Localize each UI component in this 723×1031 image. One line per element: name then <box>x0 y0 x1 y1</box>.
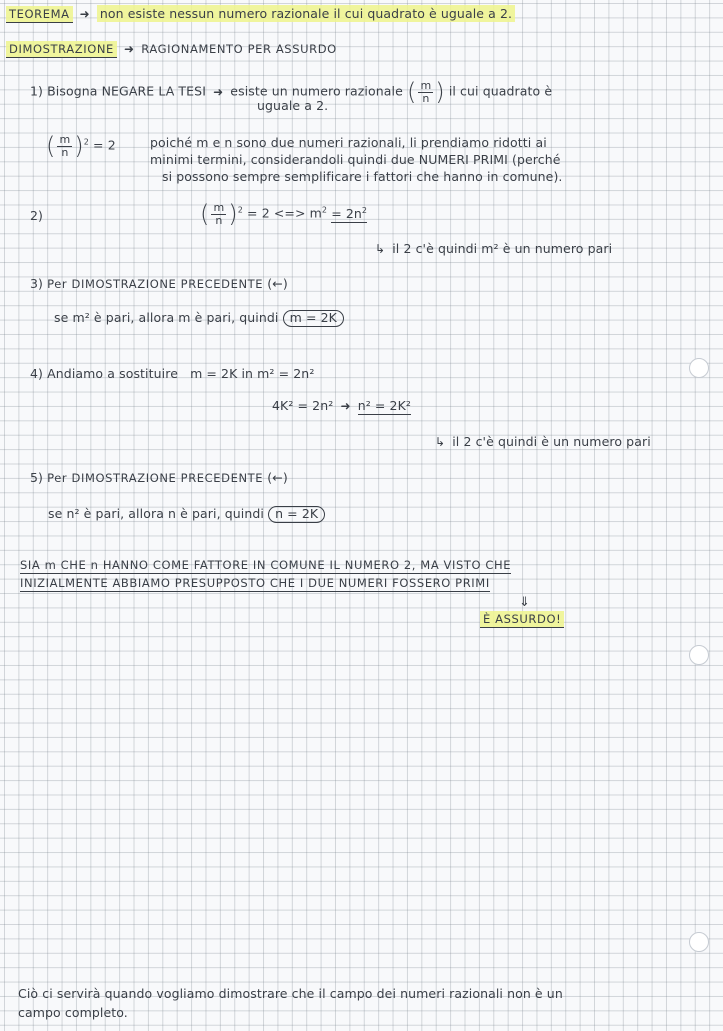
step4-sub3: n² = 2K² <box>357 398 412 413</box>
step5-number: 5) <box>30 470 44 485</box>
step2-rhs-exponent: 2 <box>361 205 368 215</box>
arrow-icon: ➜ <box>124 42 135 56</box>
bent-arrow-icon: ↳ <box>375 242 386 256</box>
step4-note-text: il 2 c'è quindi è un numero pari <box>452 434 651 449</box>
conclusion-line-1 <box>20 560 511 572</box>
right-paren: ) <box>435 78 445 107</box>
step2-number: 2) <box>30 208 44 223</box>
step3-title <box>30 278 288 291</box>
right-paren: ) <box>228 200 238 229</box>
step5-title <box>30 472 288 485</box>
step1-fraction <box>418 80 433 104</box>
step4-line-b <box>272 400 411 413</box>
step3-number: 3) <box>30 276 44 291</box>
frac-numerator: m <box>59 133 71 146</box>
footer-text-1: Ciò ci servirà quando vogliamo dimostrare che il campo dei numeri razionali non è un <box>18 986 563 1001</box>
step1-eq-rhs: = 2 <box>93 137 116 153</box>
step5-title-text: Per DIMOSTRAZIONE PRECEDENTE <box>47 471 264 485</box>
step3-boxed-result: m = 2K <box>283 310 344 327</box>
step1-explain-1 <box>150 137 547 150</box>
conclusion-text-1: SIA m CHE n HANNO COME FATTORE IN COMUNE IL NUMERO 2, MA VISTO CHE <box>20 558 512 572</box>
arrow-icon: ➜ <box>340 399 351 413</box>
step2-equation <box>200 200 368 229</box>
down-arrow-icon: ⇓ <box>519 595 530 610</box>
step5-text: se n² è pari, allora n è pari, quindi <box>48 506 264 521</box>
step1-equation <box>46 132 116 161</box>
footer-line-1 <box>18 988 563 1001</box>
conclusion-result-line <box>480 614 564 626</box>
step3-title-text: Per DIMOSTRAZIONE PRECEDENTE <box>47 277 264 291</box>
step3-body <box>54 310 344 327</box>
step1-text-b: esiste un numero razionale <box>230 83 403 99</box>
proof-label: DIMOSTRAZIONE <box>6 41 117 58</box>
step4-number: 4) <box>30 366 44 381</box>
step5-title-ref: (←) <box>267 470 288 485</box>
frac-numerator: m <box>213 201 225 214</box>
bent-arrow-icon: ↳ <box>435 435 446 449</box>
step1-eq-exponent: 2 <box>83 137 89 147</box>
step4-line-a <box>30 368 314 381</box>
arrow-icon: ➜ <box>213 84 224 99</box>
binder-hole-2 <box>689 645 709 665</box>
step1-explain-text-1: poiché m e n sono due numeri razionali, li prendiamo ridotti ai <box>150 135 547 150</box>
footer-text-2: campo completo. <box>18 1005 128 1020</box>
step1-number: 1) <box>30 83 44 99</box>
step2-rhs <box>331 206 367 223</box>
step5-body <box>48 506 325 523</box>
binder-hole-3 <box>689 932 709 952</box>
step2-note-text: il 2 c'è quindi m² è un numero pari <box>392 241 613 256</box>
step2-relation-exponent: 2 <box>321 205 328 215</box>
step1-line-b <box>257 100 328 113</box>
conclusion-result: È ASSURDO! <box>480 611 564 628</box>
step4-note <box>432 436 651 449</box>
theorem-line <box>6 8 515 21</box>
step1-text-c: il cui quadrato è <box>448 83 553 99</box>
arrow-icon: ➜ <box>79 7 90 21</box>
binder-hole-1 <box>689 358 709 378</box>
step1-explain-text-3: si possono sempre semplificare i fattori che hanno in comune). <box>162 169 563 184</box>
step2-note <box>372 243 612 256</box>
step1-explain-3 <box>162 171 563 184</box>
step4-text: Andiamo a sostituire <box>47 366 178 381</box>
footer-line-2 <box>18 1007 128 1020</box>
frac-denominator: n <box>422 91 430 105</box>
left-paren: ( <box>46 132 56 161</box>
conclusion-text-2: INIZIALMENTE ABBIAMO PRESUPPOSTO CHE I DUE NUMERI FOSSERO PRIMI <box>20 576 490 590</box>
frac-denominator: n <box>215 213 223 227</box>
frac-numerator: m <box>420 79 432 92</box>
left-paren: ( <box>406 78 417 107</box>
right-paren: ) <box>74 132 84 161</box>
step1-explain-text-2: minimi termini, considerandoli quindi due NUMERI PRIMI (perché <box>150 152 561 167</box>
step3-title-ref: (←) <box>267 276 288 291</box>
step1-explain-2 <box>150 154 561 167</box>
step2-relation: = 2 <=> m <box>247 205 322 221</box>
step2-rhs-text: = 2n <box>331 205 362 221</box>
left-paren: ( <box>200 200 210 229</box>
step3-text: se m² è pari, allora m è pari, quindi <box>54 310 279 325</box>
step4-sub1: m = 2K in m² = 2n² <box>190 366 315 381</box>
step2-number-line <box>30 210 43 223</box>
proof-method: RAGIONAMENTO PER ASSURDO <box>141 42 337 56</box>
step5-boxed-result: n = 2K <box>268 506 325 523</box>
theorem-label: TEOREMA <box>6 6 73 23</box>
step1-text-a: Bisogna NEGARE LA TESI <box>47 83 206 99</box>
step2-fraction <box>211 202 226 226</box>
step4-sub2: 4K² = 2n² <box>272 398 334 413</box>
conclusion-line-2 <box>20 578 490 590</box>
theorem-text: non esiste nessun numero razionale il cui quadrato è uguale a 2. <box>97 5 515 22</box>
frac-denominator: n <box>61 145 69 159</box>
step1-text-d: uguale a 2. <box>257 98 329 113</box>
conclusion-arrow <box>519 596 530 609</box>
step2-exponent: 2 <box>237 205 243 215</box>
step1-eq-fraction <box>57 134 72 158</box>
proof-header <box>6 43 337 56</box>
